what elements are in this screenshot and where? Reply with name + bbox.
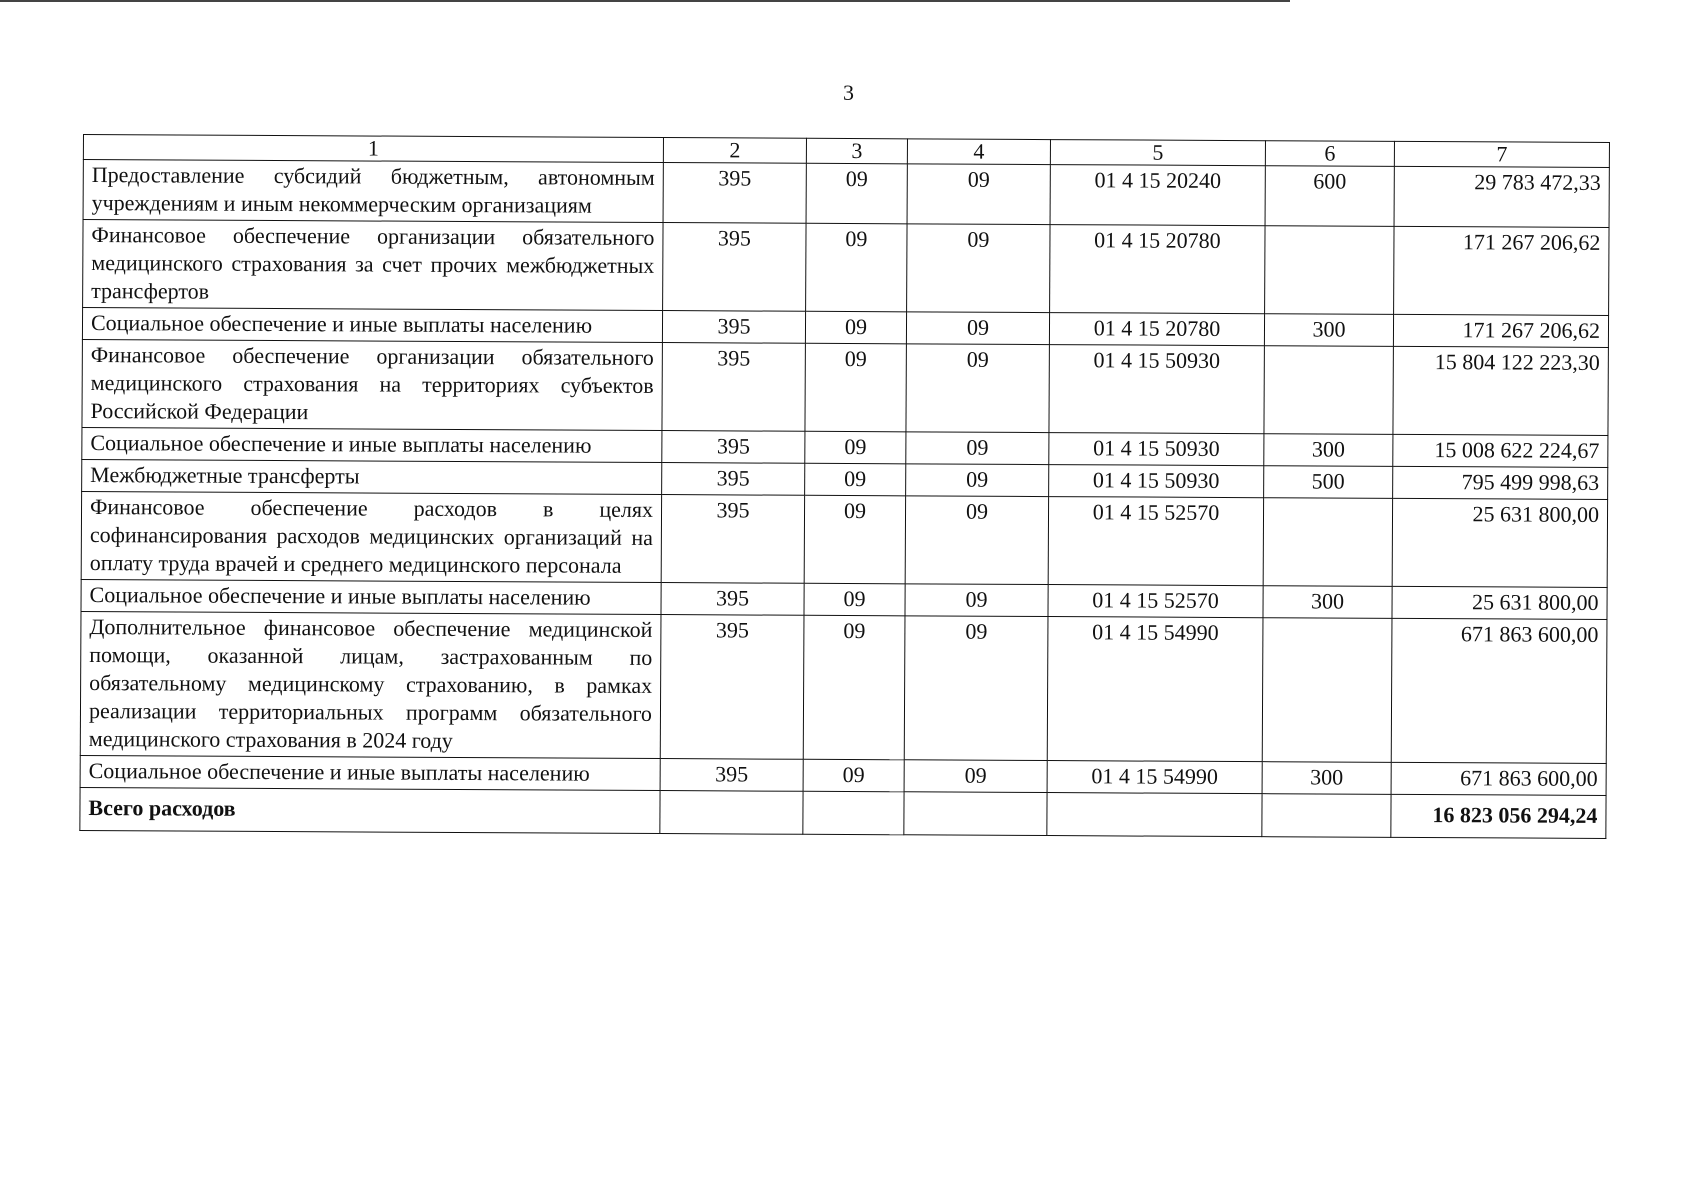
total-empty-cell bbox=[803, 791, 904, 835]
total-empty-cell bbox=[1047, 793, 1262, 837]
row-description: Дополнительное финансовое обеспечение медицинской помощи, оказанной лицам, застрахованным по обязательному медицинскому страхованию, в рамках реализации территориальных программ обязательного медицинского страхования в 2024 году bbox=[80, 611, 661, 758]
row-ministry-code: 395 bbox=[662, 431, 805, 464]
table-row bbox=[80, 611, 1607, 763]
row-target-code: 01 4 15 52570 bbox=[1048, 585, 1263, 618]
row-target-code: 01 4 15 50930 bbox=[1049, 345, 1264, 434]
row-target-code: 01 4 15 20780 bbox=[1050, 225, 1265, 314]
header-col-3: 3 bbox=[806, 138, 907, 164]
table-row bbox=[83, 160, 1609, 228]
row-subsection-code: 09 bbox=[907, 224, 1050, 313]
page-number: 3 bbox=[843, 80, 854, 105]
header-col-1: 1 bbox=[83, 135, 663, 163]
row-target-code: 01 4 15 50930 bbox=[1049, 433, 1264, 466]
row-description: Социальное обеспечение и иные выплаты населению bbox=[80, 755, 660, 790]
row-section-code: 09 bbox=[805, 431, 906, 464]
row-section-code: 09 bbox=[806, 223, 907, 312]
row-section-code: 09 bbox=[803, 615, 905, 760]
expense-table bbox=[79, 134, 1610, 839]
row-expense-type bbox=[1264, 346, 1393, 435]
row-subsection-code: 09 bbox=[906, 464, 1049, 497]
row-amount: 171 267 206,62 bbox=[1394, 226, 1609, 315]
row-amount: 795 499 998,63 bbox=[1393, 466, 1608, 499]
row-amount: 15 008 622 224,67 bbox=[1393, 434, 1608, 467]
row-subsection-code: 09 bbox=[907, 164, 1050, 225]
row-target-code: 01 4 15 52570 bbox=[1048, 497, 1263, 586]
row-subsection-code: 09 bbox=[905, 584, 1048, 617]
row-amount: 671 863 600,00 bbox=[1391, 762, 1606, 795]
row-expense-type: 300 bbox=[1263, 586, 1392, 619]
row-subsection-code: 09 bbox=[906, 432, 1049, 465]
row-description: Финансовое обеспечение расходов в целях софинансирования расходов медицинских организаций на оплату труда врачей и среднего медицинского персонала bbox=[81, 491, 661, 582]
total-empty-cell bbox=[1262, 794, 1391, 838]
row-ministry-code: 395 bbox=[662, 311, 805, 344]
row-ministry-code: 395 bbox=[663, 223, 806, 312]
row-description: Предоставление субсидий бюджетным, автономным учреждениям и иным некоммерческим организациям bbox=[83, 160, 663, 223]
row-section-code: 09 bbox=[805, 463, 906, 496]
row-subsection-code: 09 bbox=[905, 496, 1048, 585]
row-section-code: 09 bbox=[805, 311, 906, 344]
row-amount: 171 267 206,62 bbox=[1393, 314, 1608, 347]
header-col-2: 2 bbox=[663, 138, 806, 164]
total-empty-cell bbox=[660, 791, 803, 835]
row-subsection-code: 09 bbox=[904, 616, 1048, 761]
row-ministry-code: 395 bbox=[662, 463, 805, 496]
total-empty-cell bbox=[904, 792, 1047, 836]
row-section-code: 09 bbox=[804, 495, 905, 584]
row-amount: 29 783 472,33 bbox=[1394, 166, 1609, 227]
row-description: Социальное обеспечение и иные выплаты населению bbox=[82, 427, 662, 462]
expense-table-container bbox=[79, 134, 1609, 839]
row-expense-type bbox=[1263, 498, 1392, 587]
row-description: Социальное обеспечение и иные выплаты населению bbox=[81, 579, 661, 614]
row-expense-type: 600 bbox=[1265, 166, 1394, 227]
table-row bbox=[82, 339, 1608, 435]
row-ministry-code: 395 bbox=[660, 759, 803, 792]
row-expense-type bbox=[1265, 226, 1394, 315]
row-description: Социальное обеспечение и иные выплаты населению bbox=[82, 308, 662, 343]
row-ministry-code: 395 bbox=[661, 495, 804, 584]
row-description: Финансовое обеспечение организации обязательного медицинского страхования за счет прочих межбюджетных трансфертов bbox=[83, 220, 663, 311]
header-col-5: 5 bbox=[1050, 140, 1265, 166]
row-subsection-code: 09 bbox=[904, 760, 1047, 793]
total-amount: 16 823 056 294,24 bbox=[1391, 794, 1606, 838]
header-col-7: 7 bbox=[1394, 141, 1609, 167]
row-expense-type: 300 bbox=[1264, 314, 1393, 347]
row-section-code: 09 bbox=[806, 163, 907, 224]
row-target-code: 01 4 15 50930 bbox=[1049, 465, 1264, 498]
row-target-code: 01 4 15 54990 bbox=[1047, 617, 1263, 762]
row-ministry-code: 395 bbox=[660, 615, 804, 760]
row-description: Финансовое обеспечение организации обязательного медицинского страхования на территориях субъектов Российской Федерации bbox=[82, 339, 662, 430]
row-ministry-code: 395 bbox=[663, 163, 806, 224]
row-section-code: 09 bbox=[805, 343, 906, 432]
table-row bbox=[81, 491, 1607, 587]
row-expense-type: 500 bbox=[1264, 466, 1393, 499]
row-target-code: 01 4 15 20780 bbox=[1049, 313, 1264, 346]
row-subsection-code: 09 bbox=[906, 344, 1049, 433]
row-section-code: 09 bbox=[803, 759, 904, 792]
row-amount: 25 631 800,00 bbox=[1392, 586, 1607, 619]
row-ministry-code: 395 bbox=[662, 343, 805, 432]
total-label: Всего расходов bbox=[80, 787, 660, 833]
row-description: Межбюджетные трансферты bbox=[82, 459, 662, 494]
row-amount: 25 631 800,00 bbox=[1392, 498, 1607, 587]
row-amount: 671 863 600,00 bbox=[1391, 618, 1607, 763]
row-target-code: 01 4 15 20240 bbox=[1050, 165, 1265, 226]
row-amount: 15 804 122 223,30 bbox=[1393, 346, 1608, 435]
row-ministry-code: 395 bbox=[661, 583, 804, 616]
header-col-6: 6 bbox=[1265, 141, 1394, 167]
row-expense-type: 300 bbox=[1262, 762, 1391, 795]
row-target-code: 01 4 15 54990 bbox=[1047, 761, 1262, 794]
row-expense-type: 300 bbox=[1264, 434, 1393, 467]
row-section-code: 09 bbox=[804, 583, 905, 616]
header-col-4: 4 bbox=[907, 139, 1050, 165]
table-row bbox=[83, 220, 1609, 316]
row-expense-type bbox=[1262, 618, 1392, 763]
total-row bbox=[80, 787, 1606, 838]
row-subsection-code: 09 bbox=[906, 312, 1049, 345]
top-scan-line bbox=[0, 0, 1290, 2]
